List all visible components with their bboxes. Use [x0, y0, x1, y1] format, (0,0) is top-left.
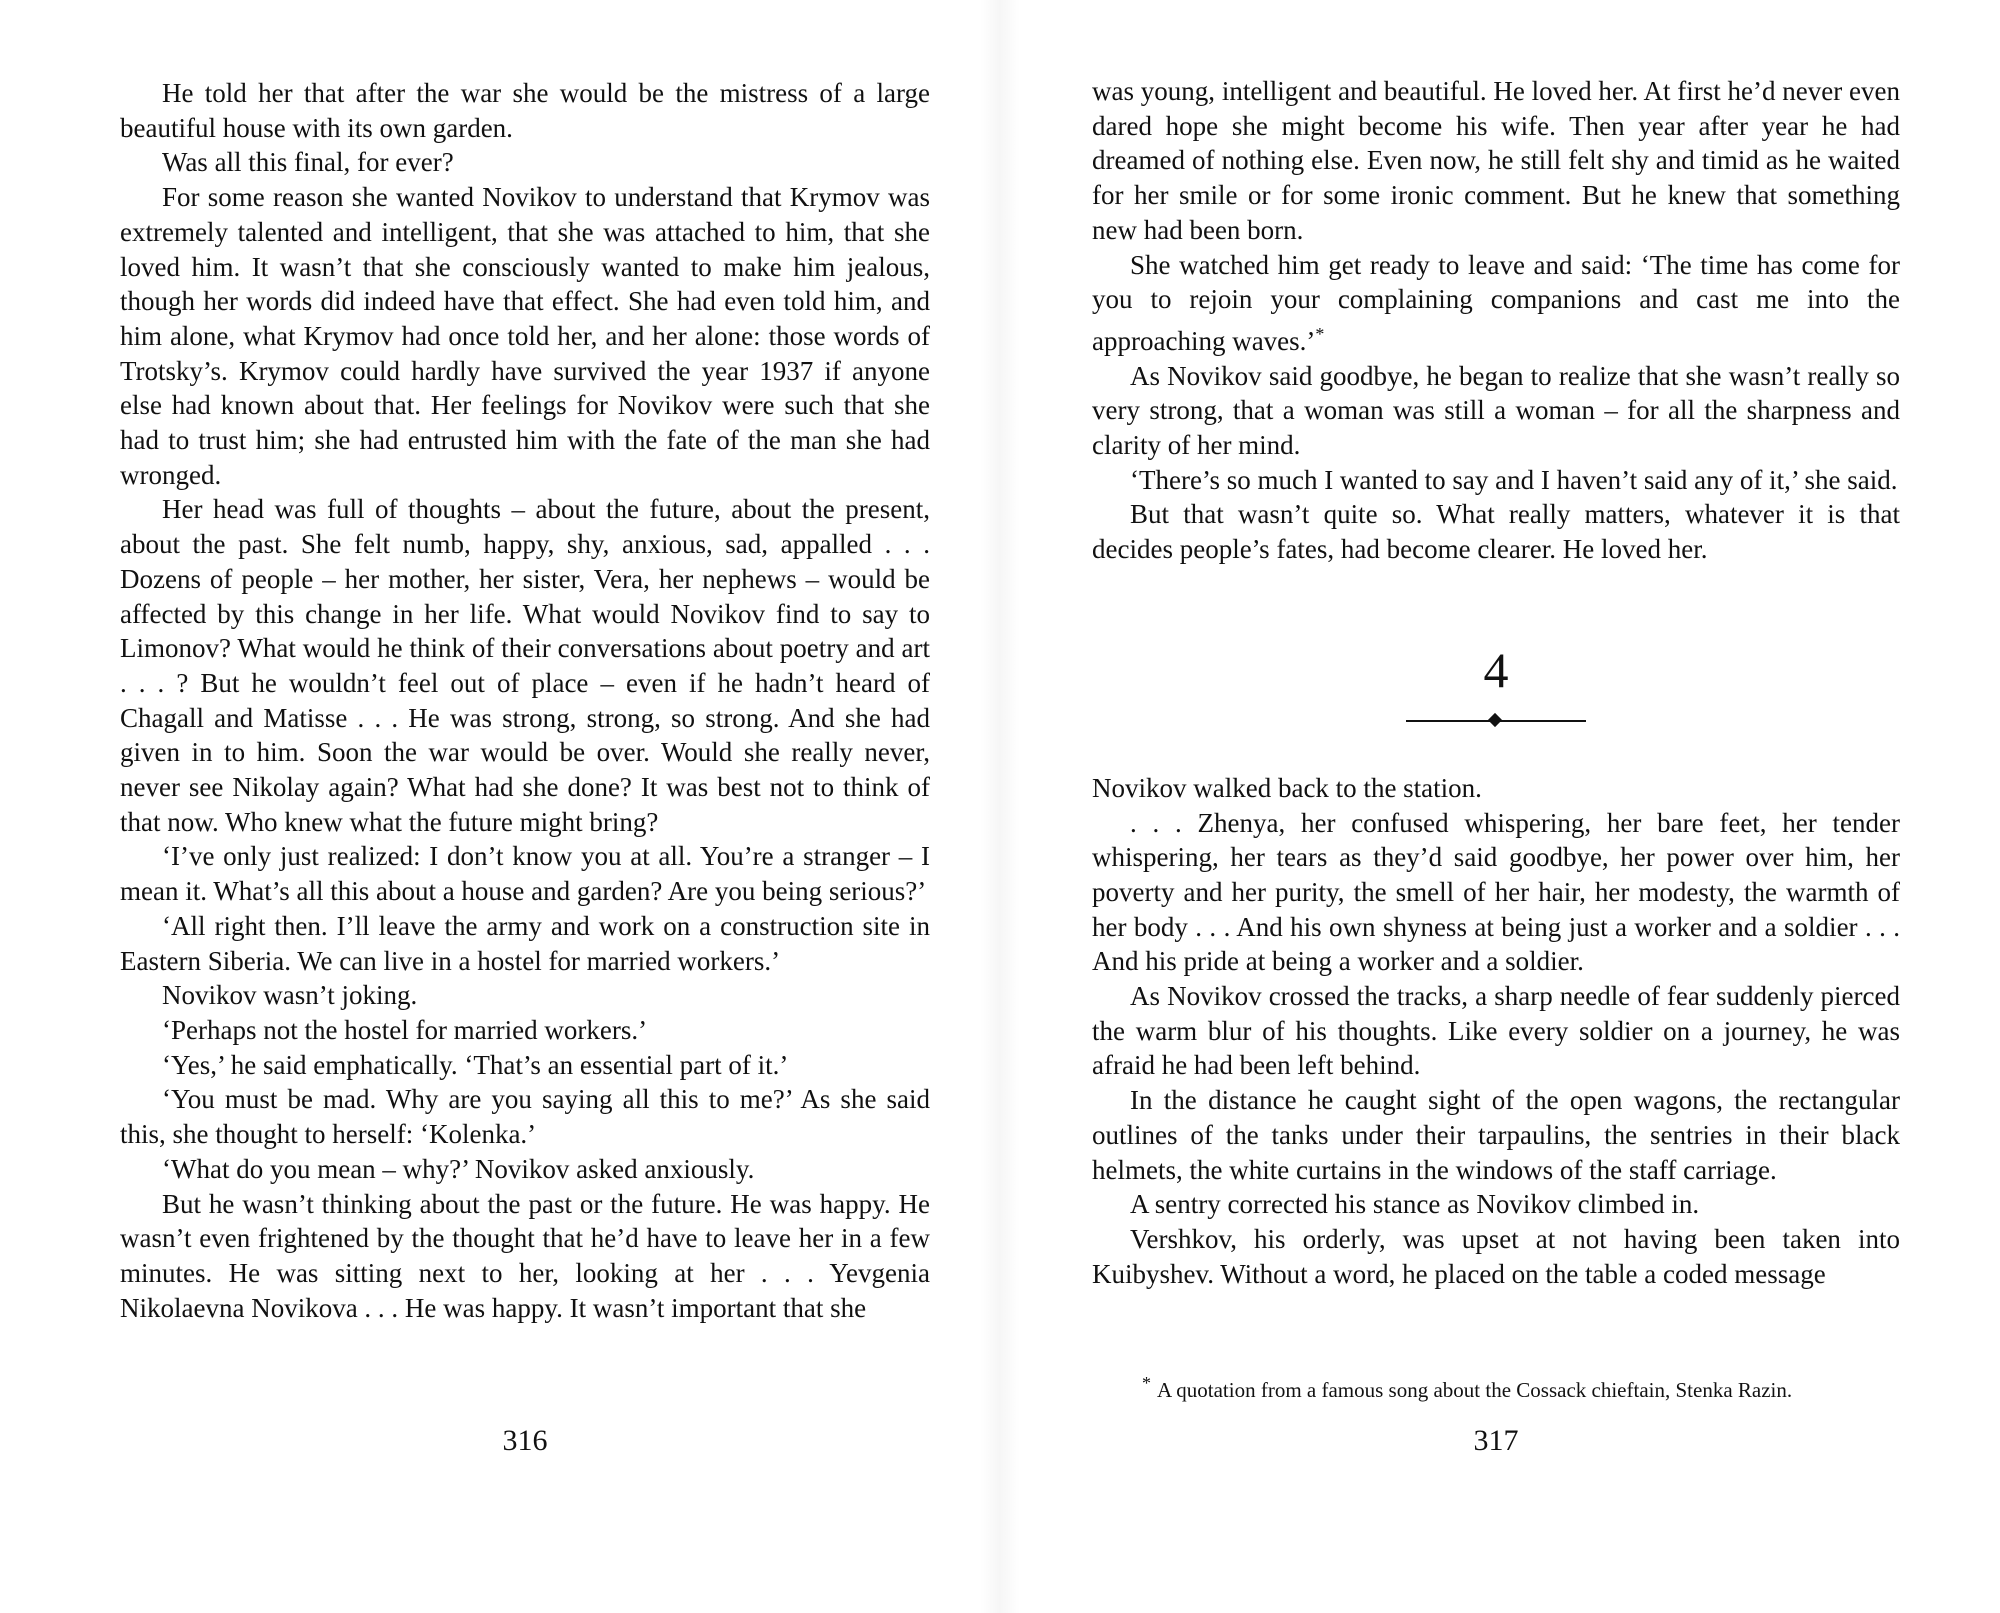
paragraph: ‘There’s so much I wanted to say and I haven’t said any of it,’ she said. [1130, 464, 1898, 495]
paragraph: ‘I’ve only just realized: I don’t know you at all. You’re a stranger – I mean it. What’s all this about a house and garden? Are you being serious?’ [120, 841, 930, 907]
left-page [120, 0, 930, 1613]
footnote-text: A quotation from a famous song about the Cossack chieftain, Stenka Razin. [1157, 1378, 1793, 1402]
paragraph: But that wasn’t quite so. What really matters, whatever it is that decides people’s fates, had become clearer. He loved her. [1092, 499, 1900, 565]
footnote-reference: * [1315, 323, 1325, 344]
chapter-heading [1092, 641, 1900, 725]
left-page-text [120, 76, 930, 1325]
right-page [1092, 0, 1900, 1613]
paragraph: Novikov walked back to the station. [1092, 772, 1482, 803]
paragraph: As Novikov crossed the tracks, a sharp needle of fear suddenly pierced the warm blur of his thoughts. Like every soldier on a journey, he was afraid he had been left behind. [1092, 981, 1900, 1081]
paragraph: . . . Zhenya, her confused whispering, her bare feet, her tender whispering, her tears as they’d said goodbye, her power over him, her poverty and her purity, the smell of her hair, her modesty, the warmth of her body . . . And his own shyness at being just a worker and a soldier . . . And his pride at being a worker and a soldier. [1092, 807, 1900, 977]
right-page-text [1092, 74, 1900, 1291]
paragraph: But he wasn’t thinking about the past or the future. He was happy. He wasn’t even frightened by the thought that he’d have to leave her in a few minutes. He was sitting next to her, looking at her . . . Yevgenia Nikolaevna Novikova . . . He was happy. It wasn’t important that she [120, 1188, 930, 1323]
book-gutter [980, 0, 1020, 1613]
paragraph: ‘You must be mad. Why are you saying all this to me?’ As she said this, she thought to herself: ‘Kolenka.’ [120, 1084, 930, 1150]
chapter-number: 4 [1483, 641, 1509, 698]
paragraph: A sentry corrected his stance as Novikov climbed in. [1130, 1189, 1700, 1220]
paragraph: ‘What do you mean – why?’ Novikov asked anxiously. [162, 1153, 755, 1184]
page-number-right: 317 [1473, 1424, 1519, 1457]
paragraph: ‘Yes,’ he said emphatically. ‘That’s an essential part of it.’ [162, 1049, 789, 1080]
paragraph [1092, 248, 1900, 359]
page-number-left: 316 [502, 1424, 548, 1457]
paragraph: Novikov wasn’t joking. [162, 980, 418, 1011]
paragraph: was young, intelligent and beautiful. He loved her. At first he’d never even dared hope she might become his wife. Then year after year he had dreamed of nothing else. Even now, he still felt shy and timid as he waited for her smile or for some ironic comment. But he knew that something new had been born. [1092, 76, 1900, 245]
footnote [1142, 1369, 1902, 1404]
paragraph-text: She watched him get ready to leave and said: ‘The time has come for you to rejoin your complaining companions and cast me into the approaching waves.’ [1092, 249, 1900, 356]
paragraph: He told her that after the war she would be the mistress of a large beautiful house with its own garden. [120, 78, 930, 143]
paragraph: In the distance he caught sight of the open wagons, the rectangular outlines of the tanks under their tarpaulins, the sentries in their black helmets, the white curtains in the windows of the staff carriage. [1092, 1085, 1900, 1185]
ornament-diamond-icon [1488, 713, 1502, 727]
paragraph: For some reason she wanted Novikov to understand that Krymov was extremely talented and intelligent, that she was attached to him, that she loved him. It wasn’t that she consciously wanted to make him jealous, though her words did indeed have that effect. She had even told him, and him alone, what Krymov had once told her, and her alone: those words of Trotsky’s. Krymov could hardly have survived the year 1937 if anyone else had known about that. Her feelings for Novikov were such that she had to trust him; she had entrusted him with the fate of the man she had wronged. [120, 182, 930, 490]
paragraph: Was all this final, for ever? [162, 147, 454, 178]
paragraph: Her head was full of thoughts – about the future, about the present, about the past. She felt numb, happy, shy, anxious, sad, appalled . . . Dozens of people – her mother, her sister, Vera, her nephews – would be affected by this change in her life. What would Novikov find to say to Limonov? What would he think of their conversations about poetry and art . . . ? But he wouldn’t feel out of place – even if he hadn’t heard of Chagall and Matisse . . . He was strong, strong, so strong. And she had given in to him. Soon the war would be over. Would she really never, never see Nikolay again? What had she done? It was best not to think of that now. Who knew what the future might bring? [120, 494, 930, 837]
paragraph: ‘All right then. I’ll leave the army and work on a construction site in Eastern Siberia. We can live in a hostel for married workers.’ [120, 910, 930, 976]
footnote-mark: * [1142, 1373, 1151, 1393]
paragraph: Vershkov, his orderly, was upset at not having been taken into Kuibyshev. Without a word, he placed on the table a coded message [1092, 1223, 1900, 1289]
paragraph: As Novikov said goodbye, he began to realize that she wasn’t really so very strong, that a woman was still a woman – for all the sharpness and clarity of her mind. [1092, 360, 1900, 461]
chapter-ornament [1406, 717, 1586, 725]
paragraph: ‘Perhaps not the hostel for married workers.’ [162, 1014, 648, 1045]
